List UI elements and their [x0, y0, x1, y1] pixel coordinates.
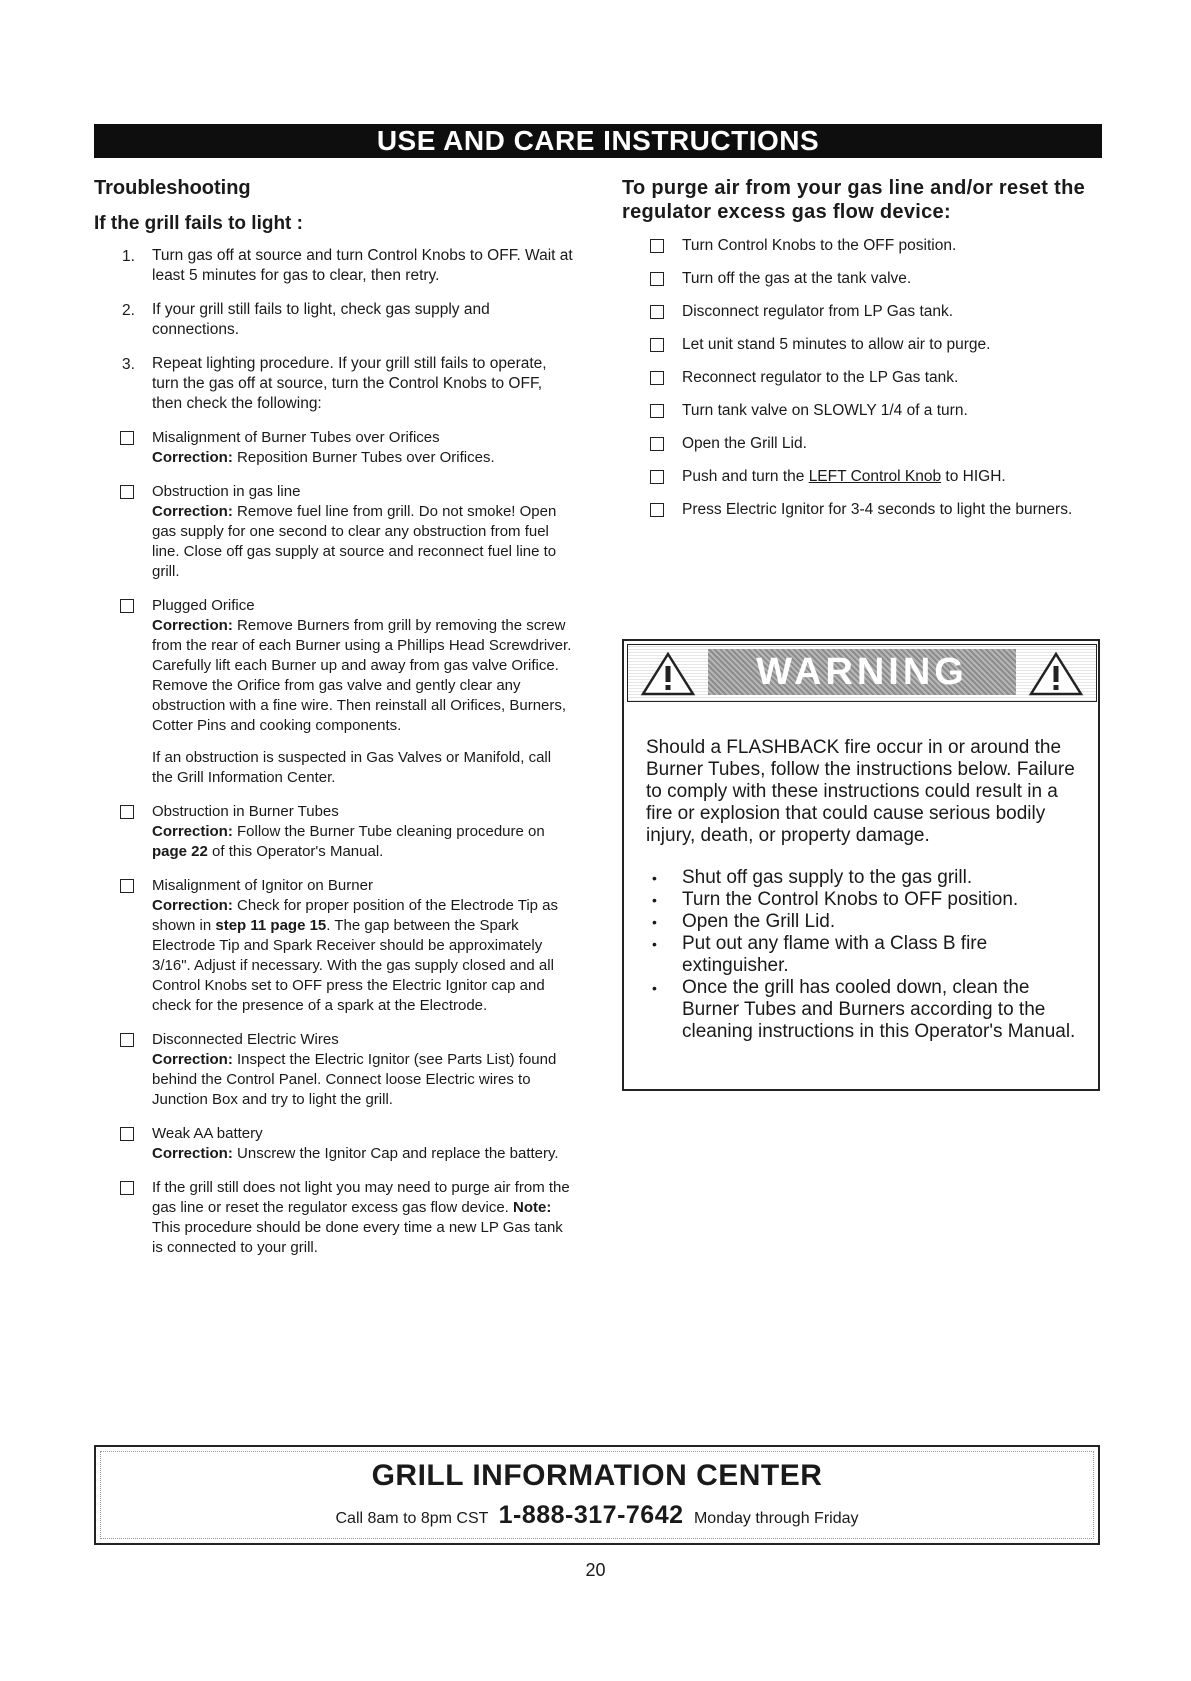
step-number: 2.	[122, 302, 135, 319]
list-item	[94, 802, 574, 862]
warning-label: WARNING	[708, 649, 1016, 695]
note-text: If the grill still does not light you may need to purge air from the gas line or reset the regulator excess gas flow device.	[152, 1179, 570, 1216]
step-reference: step 11 page 15	[215, 917, 327, 934]
step-text: to HIGH.	[945, 468, 1006, 485]
phone-number: 1-888-317-7642	[498, 1501, 684, 1529]
step-text: Repeat lighting procedure. If your grill still fails to operate, turn the gas off at source, turn the Control Knobs to OFF, then check the following:	[152, 355, 547, 412]
info-box-inner-border	[100, 1451, 1094, 1539]
list-item	[94, 246, 574, 286]
list-item	[622, 401, 1102, 421]
step-text: Turn Control Knobs to the OFF position.	[682, 237, 957, 254]
correction-text: Remove Burners from grill by removing the screw from the rear of each Burner using a Phillips Head Screwdriver. Carefully lift each Burner up and away from gas valve Orifice. Remove the Orifice from gas valve and gently clear any obstruction with a fine wire. Then reinstall all Orifices, Burners, Cotter Pins and cooking components.	[152, 617, 572, 734]
step-text: Disconnect regulator from LP Gas tank.	[682, 303, 954, 320]
list-item	[94, 428, 574, 468]
list-item	[622, 500, 1102, 520]
correction-label: Correction:	[152, 449, 233, 466]
list-item	[94, 1178, 574, 1258]
checkbox-icon	[650, 470, 664, 484]
list-item	[94, 482, 574, 582]
correction-label: Correction:	[152, 1145, 233, 1162]
checkbox-icon	[650, 371, 664, 385]
list-item	[94, 596, 574, 788]
list-item: • Shut off gas supply to the gas grill.	[646, 867, 1086, 889]
correction-text: Inspect the Electric Ignitor (see Parts List) found behind the Control Panel. Connect loose Electric wires to Junction Box and try to light the grill.	[152, 1051, 557, 1108]
warning-triangle-icon	[640, 651, 696, 697]
step-text: Reconnect regulator to the LP Gas tank.	[682, 369, 959, 386]
checkbox-icon	[650, 338, 664, 352]
checkbox-icon	[650, 503, 664, 517]
correction-text: . The gap between the Spark Electrode Tip and Spark Receiver should be approximately 3/16". Adjust if necessary. With the gas supply closed and all Control Knobs set to OFF press the Electric Ignitor cap and check for the presence of a spark at the Electrode.	[152, 917, 554, 1014]
correction-text: Remove fuel line from grill. Do not smoke! Open gas supply for one second to clear any obstruction from fuel line. Close off gas supply at source and reconnect fuel line to grill.	[152, 503, 557, 580]
checkbox-icon	[650, 272, 664, 286]
warning-box	[622, 639, 1100, 1091]
step-text: Turn gas off at source and turn Control Knobs to OFF. Wait at least 5 minutes for gas to clear, then retry.	[152, 247, 573, 284]
list-item	[94, 1030, 574, 1110]
note-text: This procedure should be done every time a new LP Gas tank is connected to your grill.	[152, 1219, 563, 1256]
list-item	[622, 467, 1102, 487]
info-title: GRILL INFORMATION CENTER	[371, 1459, 823, 1492]
page-reference: page 22	[152, 843, 208, 860]
correction-text: Unscrew the Ignitor Cap and replace the battery.	[237, 1145, 559, 1162]
list-item	[622, 434, 1102, 454]
correction-label: Correction:	[152, 897, 233, 914]
checkbox-icon	[650, 305, 664, 319]
correction-label: Correction:	[152, 503, 233, 520]
problem-text: Plugged Orifice	[152, 597, 255, 614]
purge-title: To purge air from your gas line and/or reset the regulator excess gas flow device:	[622, 177, 1086, 223]
problem-text: Obstruction in Burner Tubes	[152, 803, 339, 820]
checkbox-icon	[120, 805, 134, 819]
step-text: Turn off the gas at the tank valve.	[682, 270, 912, 287]
problem-text: Weak AA battery	[152, 1125, 263, 1142]
problem-text: Misalignment of Ignitor on Burner	[152, 877, 373, 894]
left-control-knob-reference: LEFT Control Knob	[808, 468, 942, 485]
step-text: Open the Grill Lid.	[682, 435, 807, 452]
checkbox-icon	[120, 1127, 134, 1141]
troubleshooting-column	[94, 176, 574, 1272]
step-text: Push and turn the	[682, 468, 805, 485]
troubleshooting-checklist	[94, 428, 574, 1258]
note-label: Note:	[513, 1199, 552, 1216]
list-item	[622, 269, 1102, 289]
list-item	[94, 876, 574, 1016]
checkbox-icon	[120, 599, 134, 613]
call-hours: Call 8am to 8pm CST	[335, 1510, 489, 1527]
warning-header	[627, 644, 1097, 702]
call-days: Monday through Friday	[693, 1510, 859, 1527]
troubleshooting-title: Troubleshooting	[94, 177, 251, 199]
list-item	[622, 236, 1102, 256]
checkbox-icon	[120, 431, 134, 445]
step-text: Let unit stand 5 minutes to allow air to purge.	[682, 336, 991, 353]
purge-column	[622, 176, 1102, 533]
correction-text: Check for proper position of the Electrode Tip as shown in	[152, 897, 559, 934]
checkbox-icon	[650, 404, 664, 418]
warning-bullets	[646, 867, 1086, 1043]
problem-text: Disconnected Electric Wires	[152, 1031, 339, 1048]
step-text: Turn tank valve on SLOWLY 1/4 of a turn.	[682, 402, 968, 419]
checkbox-icon	[650, 437, 664, 451]
list-item	[94, 354, 574, 414]
correction-label: Correction:	[152, 823, 233, 840]
step-number: 1.	[122, 248, 135, 265]
list-item	[94, 1124, 574, 1164]
correction-text: of this Operator's Manual.	[212, 843, 384, 860]
list-item	[622, 335, 1102, 355]
checkbox-icon	[650, 239, 664, 253]
fails-to-light-subtitle: If the grill fails to light :	[94, 213, 303, 234]
list-item	[94, 300, 574, 340]
step-text: If your grill still fails to light, check gas supply and connections.	[152, 301, 490, 338]
list-item	[622, 368, 1102, 388]
correction-label: Correction:	[152, 617, 233, 634]
checkbox-icon	[120, 879, 134, 893]
checkbox-icon	[120, 485, 134, 499]
list-item: • Open the Grill Lid.	[646, 911, 1086, 933]
correction-text: Reposition Burner Tubes over Orifices.	[237, 449, 495, 466]
warning-body	[646, 737, 1086, 1043]
note-text: If an obstruction is suspected in Gas Valves or Manifold, call the Grill Information Center.	[152, 749, 552, 786]
list-item: • Turn the Control Knobs to OFF position.	[646, 889, 1086, 911]
checkbox-icon	[120, 1033, 134, 1047]
warning-triangle-icon	[1028, 651, 1084, 697]
problem-text: Misalignment of Burner Tubes over Orifices	[152, 429, 440, 446]
correction-text: Follow the Burner Tube cleaning procedure on	[237, 823, 545, 840]
checkbox-icon	[120, 1181, 134, 1195]
grill-information-center-box	[94, 1445, 1100, 1545]
step-number: 3.	[122, 356, 135, 373]
list-item: • Once the grill has cooled down, clean the Burner Tubes and Burners according to the cleaning instructions in this Operator's Manual.	[646, 977, 1086, 1043]
troubleshooting-steps	[94, 246, 574, 414]
list-item: • Put out any flame with a Class B fire extinguisher.	[646, 933, 1086, 977]
page-number: 20	[585, 1560, 606, 1580]
list-item	[622, 302, 1102, 322]
correction-label: Correction:	[152, 1051, 233, 1068]
problem-text: Obstruction in gas line	[152, 483, 301, 500]
purge-steps	[622, 236, 1102, 520]
step-text: Press Electric Ignitor for 3-4 seconds to light the burners.	[682, 501, 1073, 518]
section-banner: USE AND CARE INSTRUCTIONS	[94, 124, 1102, 158]
warning-intro: Should a FLASHBACK fire occur in or around the Burner Tubes, follow the instructions below. Failure to comply with these instructions could result in a fire or explosion that could cause serious bodily injury, death, or property damage.	[646, 737, 1075, 846]
